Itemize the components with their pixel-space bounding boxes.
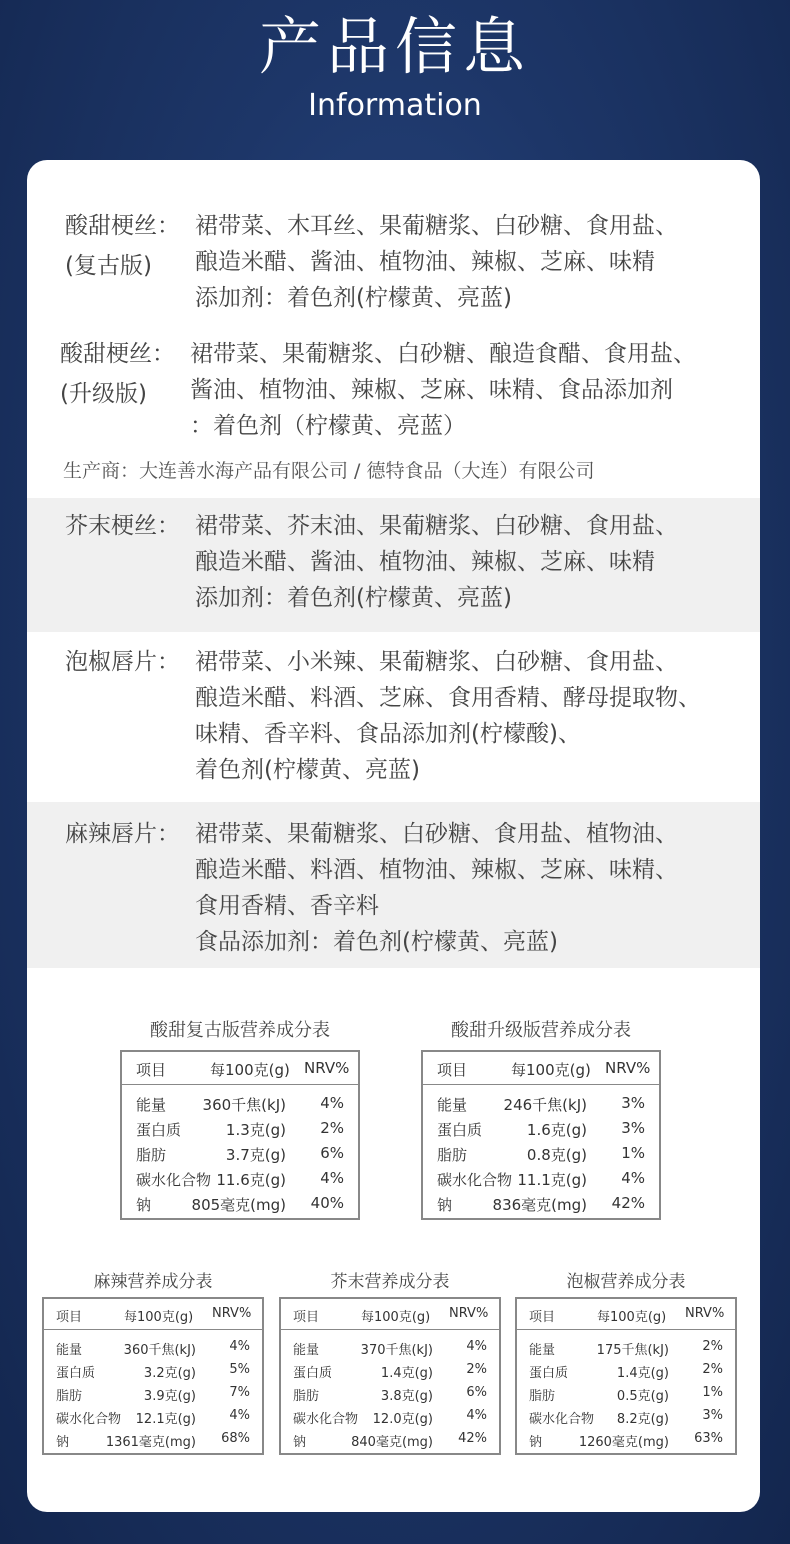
nutrient-nrv: 4% <box>466 1408 487 1423</box>
nutrient-amount: 1.4克(g) <box>616 1366 669 1381</box>
table-header-row <box>281 1299 499 1330</box>
table-row <box>423 1144 659 1168</box>
info-card <box>27 160 760 1512</box>
nutrient-nrv: 2% <box>702 1362 723 1377</box>
nutrient-name: 碳水化合物 <box>529 1412 595 1427</box>
table-row <box>423 1119 659 1143</box>
table-row <box>281 1362 499 1386</box>
nutrient-amount: 11.6克(g) <box>216 1171 286 1189</box>
nutrient-nrv: 3% <box>702 1408 723 1423</box>
nutrient-amount: 3.9克(g) <box>143 1389 196 1404</box>
table-row <box>281 1408 499 1432</box>
ingredient-line: 裙带菜、木耳丝、果葡糖浆、白砂糖、食用盐、 <box>195 213 678 239</box>
nutrient-amount: 1361毫克(mg) <box>105 1435 196 1450</box>
product-sublabel: (升级版) <box>60 381 147 407</box>
table-row <box>517 1408 735 1432</box>
nutrient-name: 蛋白质 <box>437 1121 483 1139</box>
ingredient-line: 酿造米醋、酱油、植物油、辣椒、芝麻、味精 <box>195 249 655 275</box>
nutrient-amount: 12.0克(g) <box>372 1412 433 1427</box>
nutrient-name: 钠 <box>56 1435 70 1450</box>
ingredient-line: 添加剂：着色剂(柠檬黄、亮蓝) <box>195 285 512 311</box>
nutrient-nrv: 4% <box>466 1339 487 1354</box>
nutrient-name: 能量 <box>56 1343 83 1358</box>
nutrient-amount: 836毫克(mg) <box>492 1196 587 1214</box>
nutrient-amount: 12.1克(g) <box>135 1412 196 1427</box>
nutrient-amount: 1.4克(g) <box>380 1366 433 1381</box>
nutrition-table-title: 酸甜升级版营养成分表 <box>451 1020 631 1041</box>
nutrient-name: 碳水化合物 <box>136 1171 212 1189</box>
table-header-cell: NRV% <box>685 1306 725 1321</box>
nutrient-amount: 3.2克(g) <box>143 1366 196 1381</box>
nutrition-table <box>515 1297 737 1455</box>
table-header-cell: 项目 <box>437 1061 468 1079</box>
table-row <box>517 1431 735 1455</box>
table-row <box>423 1194 659 1218</box>
ingredient-line: 裙带菜、小米辣、果葡糖浆、白砂糖、食用盐、 <box>195 649 678 675</box>
ingredient-line: 食用香精、香辛料 <box>195 893 379 919</box>
nutrient-amount: 360千焦(kJ) <box>123 1343 196 1358</box>
page-subtitle: Information <box>308 88 482 123</box>
nutrient-nrv: 2% <box>702 1339 723 1354</box>
table-header-cell: NRV% <box>304 1059 350 1077</box>
nutrient-nrv: 2% <box>466 1362 487 1377</box>
nutrient-name: 蛋白质 <box>56 1366 96 1381</box>
table-row <box>122 1169 358 1193</box>
table-row <box>517 1362 735 1386</box>
table-header-row <box>423 1052 659 1085</box>
nutrition-table <box>42 1297 264 1455</box>
nutrient-nrv: 1% <box>621 1144 645 1162</box>
table-header-cell: NRV% <box>449 1306 489 1321</box>
nutrient-amount: 11.1克(g) <box>517 1171 587 1189</box>
ingredient-line: 着色剂(柠檬黄、亮蓝) <box>195 757 420 783</box>
nutrient-nrv: 63% <box>694 1431 723 1446</box>
nutrient-nrv: 68% <box>221 1431 250 1446</box>
nutrient-name: 能量 <box>293 1343 320 1358</box>
nutrient-nrv: 42% <box>458 1431 487 1446</box>
nutrient-name: 脂肪 <box>293 1389 320 1404</box>
table-header-cell: NRV% <box>605 1059 651 1077</box>
table-header-cell: 每100克(g) <box>124 1310 194 1325</box>
nutrient-amount: 360千焦(kJ) <box>202 1096 286 1114</box>
table-row <box>44 1362 262 1386</box>
table-row <box>423 1169 659 1193</box>
nutrient-name: 蛋白质 <box>529 1366 569 1381</box>
nutrient-amount: 0.8克(g) <box>526 1146 587 1164</box>
table-row <box>423 1094 659 1118</box>
nutrient-amount: 3.8克(g) <box>380 1389 433 1404</box>
ingredient-line: 酿造米醋、料酒、芝麻、食用香精、酵母提取物、 <box>195 685 701 711</box>
ingredient-line: 酿造米醋、料酒、植物油、辣椒、芝麻、味精、 <box>195 857 678 883</box>
ingredient-line: 裙带菜、芥末油、果葡糖浆、白砂糖、食用盐、 <box>195 513 678 539</box>
table-row <box>281 1385 499 1409</box>
table-header-cell: 项目 <box>293 1310 320 1325</box>
table-header-cell: 项目 <box>136 1061 167 1079</box>
nutrient-amount: 370千焦(kJ) <box>360 1343 433 1358</box>
page-title: 产品信息 <box>258 10 531 83</box>
nutrient-name: 脂肪 <box>56 1389 83 1404</box>
nutrient-name: 钠 <box>529 1435 543 1450</box>
nutrient-nrv: 3% <box>621 1094 645 1112</box>
nutrient-name: 钠 <box>293 1435 307 1450</box>
nutrition-table-title: 泡椒营养成分表 <box>566 1272 686 1292</box>
product-label: 芥末梗丝： <box>65 513 180 539</box>
manufacturer: 生产商：大连善水海产品有限公司 / 德特食品（大连）有限公司 <box>63 460 595 482</box>
nutrient-nrv: 42% <box>611 1194 645 1212</box>
ingredient-text <box>195 208 678 316</box>
nutrient-amount: 1.3克(g) <box>225 1121 286 1139</box>
nutrient-nrv: 7% <box>229 1385 250 1400</box>
ingredient-line: 裙带菜、果葡糖浆、白砂糖、酿造食醋、食用盐、 <box>190 341 696 367</box>
nutrient-nrv: 4% <box>229 1339 250 1354</box>
nutrient-name: 能量 <box>529 1343 556 1358</box>
ingredient-text <box>195 816 678 960</box>
table-header-row <box>517 1299 735 1330</box>
nutrient-name: 能量 <box>136 1096 167 1114</box>
nutrient-name: 蛋白质 <box>293 1366 333 1381</box>
table-header-cell: 每100克(g) <box>597 1310 667 1325</box>
nutrient-name: 能量 <box>437 1096 468 1114</box>
table-row <box>122 1094 358 1118</box>
nutrient-nrv: 4% <box>229 1408 250 1423</box>
nutrient-nrv: 2% <box>320 1119 344 1137</box>
table-row <box>517 1385 735 1409</box>
nutrient-name: 蛋白质 <box>136 1121 182 1139</box>
table-row <box>44 1339 262 1363</box>
nutrient-nrv: 5% <box>229 1362 250 1377</box>
table-header-row <box>122 1052 358 1085</box>
nutrition-table <box>421 1050 661 1220</box>
ingredient-line: 裙带菜、果葡糖浆、白砂糖、食用盐、植物油、 <box>195 821 678 847</box>
nutrient-amount: 175千焦(kJ) <box>596 1343 669 1358</box>
table-header-cell: 每100克(g) <box>361 1310 431 1325</box>
product-label: 酸甜梗丝： <box>60 341 175 367</box>
nutrient-name: 脂肪 <box>136 1146 167 1164</box>
table-row <box>281 1339 499 1363</box>
ingredient-line: 食品添加剂：着色剂(柠檬黄、亮蓝) <box>195 929 558 955</box>
table-header-cell: 每100克(g) <box>511 1061 591 1079</box>
nutrient-name: 钠 <box>437 1196 453 1214</box>
ingredient-text <box>195 508 678 616</box>
table-header-cell: 项目 <box>529 1310 556 1325</box>
ingredient-line: 酱油、植物油、辣椒、芝麻、味精、食品添加剂 <box>190 377 673 403</box>
product-sublabel: (复古版) <box>65 253 152 279</box>
nutrient-amount: 246千焦(kJ) <box>503 1096 587 1114</box>
nutrient-nrv: 6% <box>320 1144 344 1162</box>
ingredient-text <box>195 644 701 788</box>
nutrient-amount: 0.5克(g) <box>616 1389 669 1404</box>
product-label: 泡椒唇片： <box>65 649 180 675</box>
table-row <box>122 1194 358 1218</box>
nutrient-name: 钠 <box>136 1196 152 1214</box>
table-row <box>281 1431 499 1455</box>
table-header-cell: NRV% <box>212 1306 252 1321</box>
table-header-row <box>44 1299 262 1330</box>
nutrient-nrv: 6% <box>466 1385 487 1400</box>
nutrient-name: 脂肪 <box>529 1389 556 1404</box>
nutrition-table-title: 麻辣营养成分表 <box>93 1272 213 1292</box>
nutrient-name: 脂肪 <box>437 1146 468 1164</box>
nutrient-amount: 3.7克(g) <box>225 1146 286 1164</box>
table-row <box>44 1408 262 1432</box>
nutrient-amount: 1260毫克(mg) <box>578 1435 669 1450</box>
nutrition-table-title: 芥末营养成分表 <box>330 1272 450 1292</box>
nutrition-table-title: 酸甜复古版营养成分表 <box>150 1020 330 1041</box>
nutrition-table <box>120 1050 360 1220</box>
table-row <box>517 1339 735 1363</box>
ingredient-line: 添加剂：着色剂(柠檬黄、亮蓝) <box>195 585 512 611</box>
nutrient-name: 碳水化合物 <box>293 1412 359 1427</box>
nutrient-nrv: 4% <box>621 1169 645 1187</box>
nutrient-nrv: 40% <box>310 1194 344 1212</box>
nutrient-amount: 805毫克(mg) <box>191 1196 286 1214</box>
ingredient-text <box>190 336 696 444</box>
product-label: 麻辣唇片： <box>65 821 180 847</box>
nutrient-name: 碳水化合物 <box>56 1412 122 1427</box>
nutrient-nrv: 1% <box>702 1385 723 1400</box>
nutrient-nrv: 3% <box>621 1119 645 1137</box>
table-row <box>122 1144 358 1168</box>
nutrient-nrv: 4% <box>320 1094 344 1112</box>
ingredient-line: 味精、香辛料、食品添加剂(柠檬酸)、 <box>195 721 581 747</box>
ingredient-line: ：着色剂（柠檬黄、亮蓝） <box>190 413 466 439</box>
ingredient-line: 酿造米醋、酱油、植物油、辣椒、芝麻、味精 <box>195 549 655 575</box>
table-row <box>122 1119 358 1143</box>
nutrient-amount: 840毫克(mg) <box>351 1435 433 1450</box>
nutrition-table <box>279 1297 501 1455</box>
table-row <box>44 1385 262 1409</box>
table-header-cell: 项目 <box>56 1310 83 1325</box>
nutrient-name: 碳水化合物 <box>437 1171 513 1189</box>
table-row <box>44 1431 262 1455</box>
nutrient-amount: 8.2克(g) <box>616 1412 669 1427</box>
nutrient-nrv: 4% <box>320 1169 344 1187</box>
nutrient-amount: 1.6克(g) <box>526 1121 587 1139</box>
product-label: 酸甜梗丝： <box>65 213 180 239</box>
table-header-cell: 每100克(g) <box>210 1061 290 1079</box>
